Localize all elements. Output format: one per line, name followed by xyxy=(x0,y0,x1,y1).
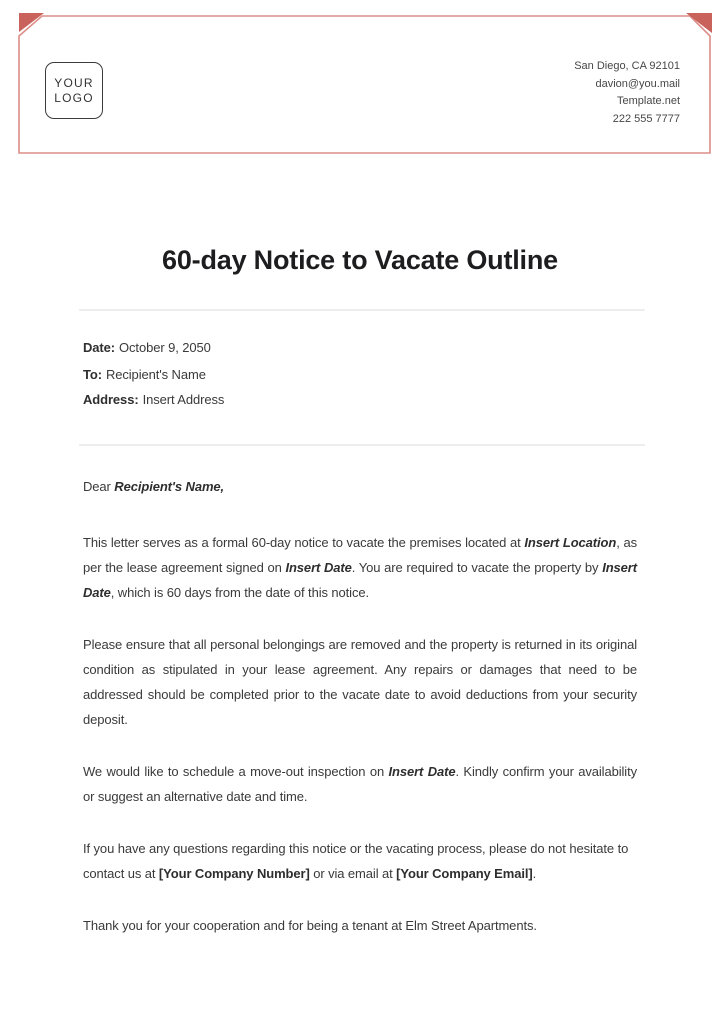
text-run: , which is 60 days from the date of this notice. xyxy=(110,585,370,600)
text-run: . Kindly confirm your availability or suggest an alternative date and time. xyxy=(83,764,637,804)
meta-date-label: Date: xyxy=(83,340,116,355)
text-run: Insert Date xyxy=(285,560,352,575)
text-run: This letter serves as a formal 60-day notice to vacate the premises located at xyxy=(83,535,525,550)
meta-to xyxy=(83,365,637,385)
corner-fold-left xyxy=(19,13,44,32)
meta-address xyxy=(83,390,637,410)
text-run: [Your Company Number] xyxy=(158,866,310,881)
salutation xyxy=(83,474,637,499)
text-run: Dear xyxy=(83,479,115,494)
corner-fold-right xyxy=(686,13,712,33)
meta-to-value: Recipient's Name xyxy=(105,367,206,382)
text-run: . You are required to vacate the property by xyxy=(351,560,603,575)
text-run: . xyxy=(532,866,537,881)
meta-address-value: Insert Address xyxy=(142,392,225,407)
paragraph-inspection xyxy=(83,759,637,809)
text-run: If you have any questions regarding this notice or the vacating process, please do not hesitate to contact us at xyxy=(83,841,629,881)
text-run: Insert Date xyxy=(83,560,637,600)
text-run: Please ensure that all personal belongings are removed and the property is returned in its original condition as stipulated in your lease agreement. Any repairs or damages that need to be addressed should be completed prior to the vacate date to avoid deductions from your security deposit. xyxy=(83,637,637,727)
meta-date-value: October 9, 2050 xyxy=(119,340,211,355)
text-run: , as per the lease agreement signed on xyxy=(83,535,637,575)
divider-top xyxy=(79,309,645,311)
contact-phone: 222 555 7777 xyxy=(612,112,680,125)
paragraph-notice xyxy=(83,530,637,605)
text-run: or via email at xyxy=(309,866,397,881)
text-run: Insert Location xyxy=(524,535,617,550)
logo-line-1: YOUR xyxy=(54,76,94,90)
text-run: Recipient's Name, xyxy=(114,479,225,494)
page-title: 60-day Notice to Vacate Outline xyxy=(162,245,558,275)
paragraph-questions xyxy=(83,836,637,886)
letter-body xyxy=(83,0,637,938)
contact-address: San Diego, CA 92101 xyxy=(574,60,680,72)
paragraph-belongings xyxy=(83,632,637,732)
meta-address-label: Address: xyxy=(83,392,139,407)
text-run: We would like to schedule a move-out inspection on xyxy=(83,764,389,779)
text-run: [Your Company Email] xyxy=(396,866,533,881)
text-run: Thank you for your cooperation and for being a tenant at Elm Street Apartments. xyxy=(83,918,537,933)
meta-date xyxy=(83,338,637,358)
text-run: Insert Date xyxy=(388,764,456,779)
meta-block xyxy=(83,338,637,410)
contact-website: Template.net xyxy=(617,95,680,107)
logo-line-2: LOGO xyxy=(54,90,94,105)
divider-bottom xyxy=(79,444,645,446)
meta-to-label: To: xyxy=(83,367,102,382)
contact-email: davion@you.mail xyxy=(595,77,680,90)
paragraph-thanks xyxy=(83,913,637,938)
